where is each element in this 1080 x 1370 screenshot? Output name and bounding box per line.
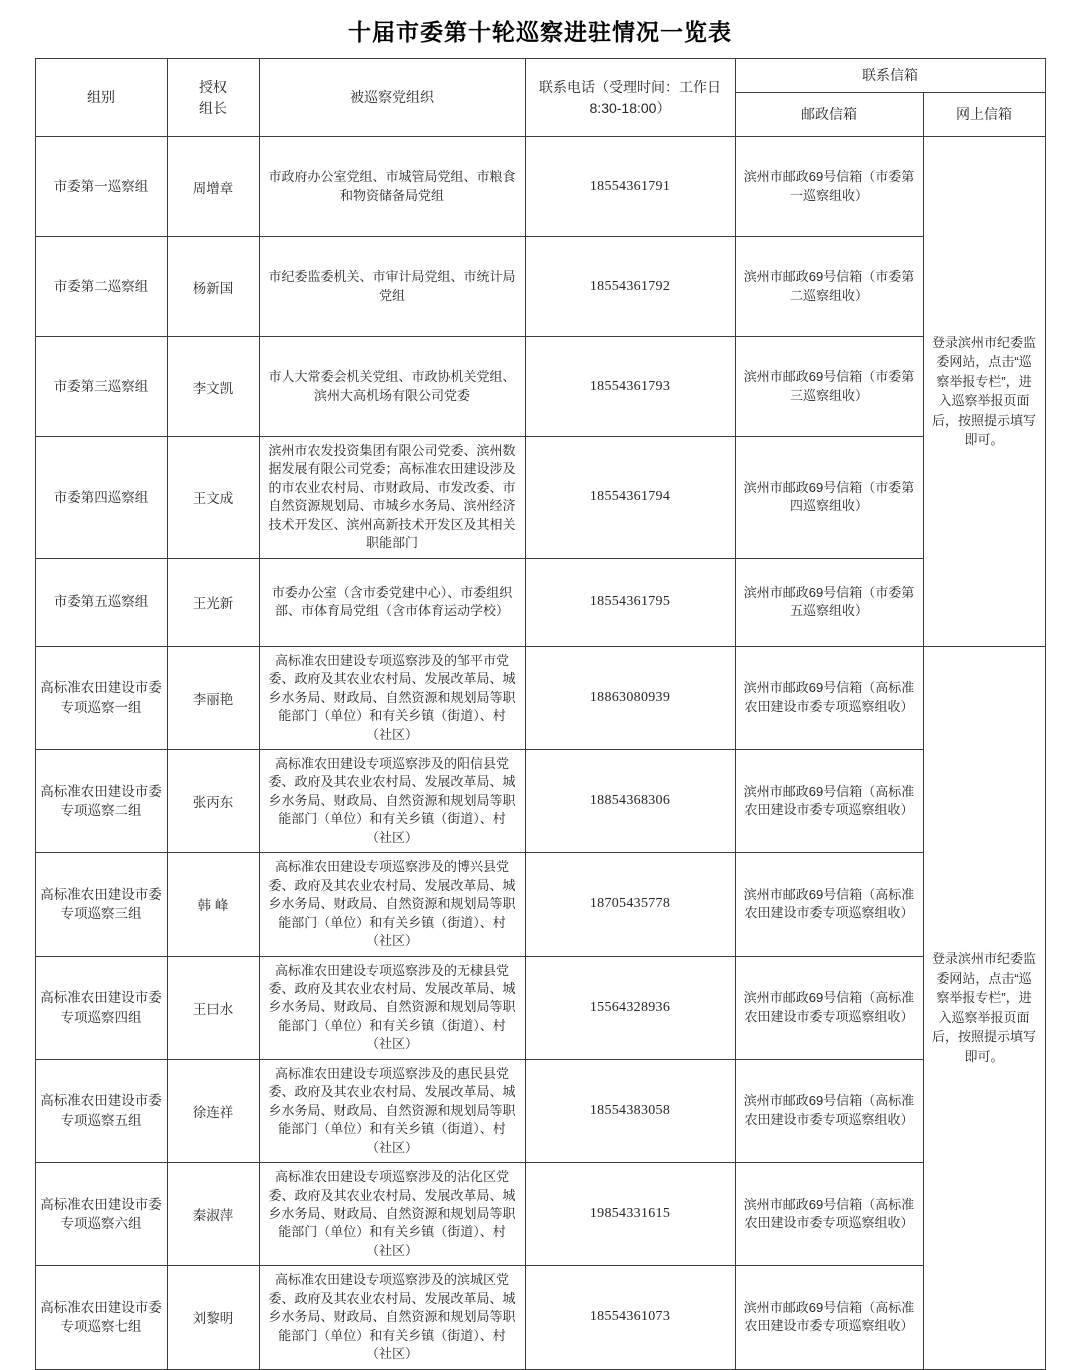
cell-phone: 18554361792 [525, 237, 735, 337]
column-header-group: 组别 [35, 59, 167, 137]
cell-leader: 张丙东 [167, 749, 259, 852]
column-header-online-mailbox: 网上信箱 [923, 93, 1045, 137]
cell-leader: 秦淑萍 [167, 1163, 259, 1266]
cell-organization: 市委办公室（含市委党建中心）、市委组织部、市体育局党组（含市体育运动学校） [259, 558, 525, 646]
cell-postal-mailbox: 滨州市邮政69号信箱（高标准农田建设市委专项巡察组收） [735, 646, 923, 749]
table-row [35, 137, 1045, 237]
table-row [35, 237, 1045, 337]
cell-leader: 李文凯 [167, 337, 259, 437]
cell-phone: 15564328936 [525, 956, 735, 1059]
cell-group: 高标准农田建设市委专项巡察四组 [35, 956, 167, 1059]
table-row [35, 558, 1045, 646]
header-row-primary [35, 59, 1045, 93]
cell-phone: 18554361791 [525, 137, 735, 237]
cell-postal-mailbox: 滨州市邮政69号信箱（高标准农田建设市委专项巡察组收） [735, 956, 923, 1059]
cell-postal-mailbox: 滨州市邮政69号信箱（高标准农田建设市委专项巡察组收） [735, 1266, 923, 1369]
table-row [35, 853, 1045, 956]
cell-organization: 高标准农田建设专项巡察涉及的无棣县党委、政府及其农业农村局、发展改革局、城乡水务局、财政局、自然资源和规划局等职能部门（单位）和有关乡镇（街道）、村（社区） [259, 956, 525, 1059]
cell-phone: 18554361073 [525, 1266, 735, 1369]
cell-online-mailbox-note-lower: 登录滨州市纪委监委网站，点击“巡察举报专栏”，进入巡察举报页面后，按照提示填写即可。 [923, 646, 1045, 1369]
column-header-leader [167, 59, 259, 137]
cell-group: 市委第五巡察组 [35, 558, 167, 646]
cell-organization: 市人大常委会机关党组、市政协机关党组、滨州大高机场有限公司党委 [259, 337, 525, 437]
column-header-leader-line2: 组长 [199, 99, 227, 116]
cell-postal-mailbox: 滨州市邮政69号信箱（市委第四巡察组收） [735, 437, 923, 559]
cell-postal-mailbox: 滨州市邮政69号信箱（市委第一巡察组收） [735, 137, 923, 237]
cell-group: 高标准农田建设市委专项巡察二组 [35, 749, 167, 852]
table-row [35, 956, 1045, 1059]
cell-group: 高标准农田建设市委专项巡察一组 [35, 646, 167, 749]
table-body [35, 137, 1045, 1370]
column-header-leader-line1: 授权 [199, 78, 227, 95]
cell-phone: 18554361795 [525, 558, 735, 646]
cell-leader: 杨新国 [167, 237, 259, 337]
cell-postal-mailbox: 滨州市邮政69号信箱（市委第五巡察组收） [735, 558, 923, 646]
cell-leader: 周增章 [167, 137, 259, 237]
table-row [35, 1059, 1045, 1162]
cell-organization: 市政府办公室党组、市城管局党组、市粮食和物资储备局党组 [259, 137, 525, 237]
cell-organization: 市纪委监委机关、市审计局党组、市统计局党组 [259, 237, 525, 337]
cell-group: 高标准农田建设市委专项巡察六组 [35, 1163, 167, 1266]
cell-organization: 高标准农田建设专项巡察涉及的滨城区党委、政府及其农业农村局、发展改革局、城乡水务局、财政局、自然资源和规划局等职能部门（单位）和有关乡镇（街道）、村（社区） [259, 1266, 525, 1369]
cell-phone: 18554361793 [525, 337, 735, 437]
cell-organization: 高标准农田建设专项巡察涉及的沾化区党委、政府及其农业农村局、发展改革局、城乡水务局、财政局、自然资源和规划局等职能部门（单位）和有关乡镇（街道）、村（社区） [259, 1163, 525, 1266]
table-row [35, 1266, 1045, 1369]
cell-group: 市委第四巡察组 [35, 437, 167, 559]
cell-group: 市委第三巡察组 [35, 337, 167, 437]
cell-leader: 王曰水 [167, 956, 259, 1059]
page-title: 十届市委第十轮巡察进驻情况一览表 [348, 19, 732, 45]
column-header-phone-line1: 联系电话（受理时间：工作日 [539, 78, 721, 95]
cell-leader: 韩 峰 [167, 853, 259, 956]
cell-postal-mailbox: 滨州市邮政69号信箱（市委第三巡察组收） [735, 337, 923, 437]
cell-phone: 18854368306 [525, 749, 735, 852]
cell-organization: 滨州市农发投资集团有限公司党委、滨州数据发展有限公司党委；高标准农田建设涉及的市农业农村局、市财政局、市发改委、市自然资源规划局、市城乡水务局、滨州经济技术开发区、滨州高新技术开发区及其相关职能部门 [259, 437, 525, 559]
cell-group: 高标准农田建设市委专项巡察三组 [35, 853, 167, 956]
cell-phone: 18705435778 [525, 853, 735, 956]
cell-leader: 王光新 [167, 558, 259, 646]
table-header [35, 59, 1045, 137]
column-header-phone-line2: 8:30-18:00） [589, 99, 671, 116]
cell-online-mailbox-note-upper: 登录滨州市纪委监委网站，点击“巡察举报专栏”，进入巡察举报页面后，按照提示填写即可。 [923, 137, 1045, 647]
column-header-organization: 被巡察党组织 [259, 59, 525, 137]
cell-phone: 18554383058 [525, 1059, 735, 1162]
cell-leader: 刘黎明 [167, 1266, 259, 1369]
cell-postal-mailbox: 滨州市邮政69号信箱（高标准农田建设市委专项巡察组收） [735, 1163, 923, 1266]
cell-leader: 李丽艳 [167, 646, 259, 749]
cell-group: 市委第一巡察组 [35, 137, 167, 237]
cell-postal-mailbox: 滨州市邮政69号信箱（高标准农田建设市委专项巡察组收） [735, 749, 923, 852]
table-row [35, 646, 1045, 749]
cell-leader: 王文成 [167, 437, 259, 559]
cell-organization: 高标准农田建设专项巡察涉及的阳信县党委、政府及其农业农村局、发展改革局、城乡水务局、财政局、自然资源和规划局等职能部门（单位）和有关乡镇（街道）、村（社区） [259, 749, 525, 852]
column-header-mailbox-group: 联系信箱 [735, 59, 1045, 93]
table-row [35, 337, 1045, 437]
cell-postal-mailbox: 滨州市邮政69号信箱（市委第二巡察组收） [735, 237, 923, 337]
column-header-phone [525, 59, 735, 137]
cell-phone: 18554361794 [525, 437, 735, 559]
inspection-table [35, 58, 1046, 1370]
cell-group: 高标准农田建设市委专项巡察五组 [35, 1059, 167, 1162]
cell-leader: 徐连祥 [167, 1059, 259, 1162]
cell-postal-mailbox: 滨州市邮政69号信箱（高标准农田建设市委专项巡察组收） [735, 1059, 923, 1162]
cell-postal-mailbox: 滨州市邮政69号信箱（高标准农田建设市委专项巡察组收） [735, 853, 923, 956]
cell-group: 市委第二巡察组 [35, 237, 167, 337]
cell-phone: 18863080939 [525, 646, 735, 749]
column-header-postal-mailbox: 邮政信箱 [735, 93, 923, 137]
table-row [35, 1163, 1045, 1266]
table-row [35, 437, 1045, 559]
cell-group: 高标准农田建设市委专项巡察七组 [35, 1266, 167, 1369]
cell-organization: 高标准农田建设专项巡察涉及的邹平市党委、政府及其农业农村局、发展改革局、城乡水务局、财政局、自然资源和规划局等职能部门（单位）和有关乡镇（街道）、村（社区） [259, 646, 525, 749]
cell-organization: 高标准农田建设专项巡察涉及的博兴县党委、政府及其农业农村局、发展改革局、城乡水务局、财政局、自然资源和规划局等职能部门（单位）和有关乡镇（街道）、村（社区） [259, 853, 525, 956]
table-row [35, 749, 1045, 852]
cell-phone: 19854331615 [525, 1163, 735, 1266]
cell-organization: 高标准农田建设专项巡察涉及的惠民县党委、政府及其农业农村局、发展改革局、城乡水务局、财政局、自然资源和规划局等职能部门（单位）和有关乡镇（街道）、村（社区） [259, 1059, 525, 1162]
